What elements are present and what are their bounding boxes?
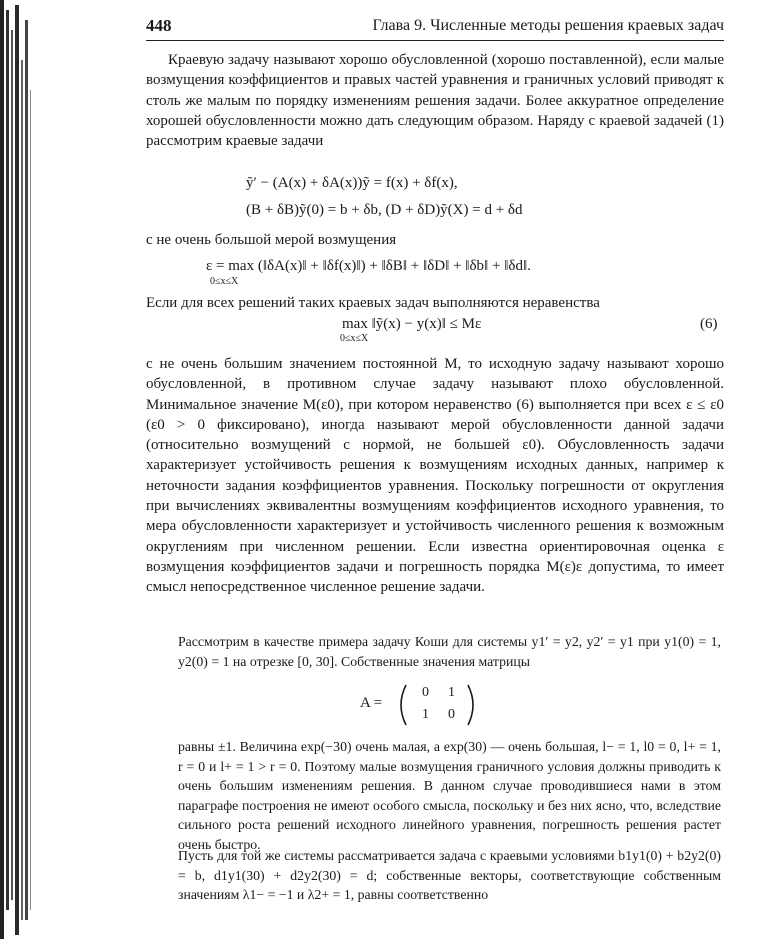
paragraph-perturbation-measure: с не очень большой мерой возмущения [146, 232, 397, 248]
equation-stability-limits: 0≤x≤X [340, 333, 369, 344]
scan-binding-edge [0, 0, 36, 939]
matrix-brackets [392, 683, 482, 727]
paragraph-definition: Краевую задачу называют хорошо обусловленной (хорошо поставленной), если малые возмущения коэффициентов и правых частей уравнения и граничных условий приводят к столь же малым по порядку изменениям решения задачи. Более аккуратное определение хорошей обусловленности можно дать следующим образом. Наряду с краевой задачей (1) рассмотрим краевые задачи [146, 52, 724, 150]
paragraph-example-boundary: Пусть для той же системы рассматривается задача с краевыми условиями b1y1(0) + b2y2(0) = b, d1y1(30) + d2y2(30) = d; собственные векторы, соответствующие собственным значениям λ1− = −1 и λ2+ = 1, равны соответственно [178, 848, 721, 903]
equation-epsilon: ε = max (‖δA(x)‖ + ‖δf(x)‖) + ‖δB‖ + ‖δD‖ + ‖δb‖ + ‖δd‖. [206, 258, 531, 274]
matrix-cell: 0 [422, 685, 429, 700]
page-header [146, 14, 724, 38]
matrix-lhs: A = [360, 695, 383, 711]
matrix-cell: 1 [448, 685, 455, 700]
matrix-a [360, 683, 482, 727]
running-title: Глава 9. Численные методы решения краевых задач [372, 17, 724, 34]
paragraph-example-discussion: равны ±1. Величина exp(−30) очень малая, а exp(30) — очень большая, l− = 1, l0 = 0, l+ = 1, r = 0 и l+ = 1 > r = 0. Поэтому малые возмущения граничного условия должны приводить к очень большим изменениям решения. В данном случае проводившиеся нами в этом параграфе построения не имеют особого смысла, поскольку и без них ясно, что, вследствие сильного роста решений исходного линейного уравнения, погрешность решения растет очень быстро. [178, 739, 721, 852]
paragraph-inequality-intro: Если для всех решений таких краевых задач выполняются неравенства [146, 295, 600, 311]
page-number: 448 [146, 16, 172, 35]
equation-epsilon-limits: 0≤x≤X [210, 276, 239, 287]
equation-stability-bound: max ‖ỹ(x) − y(x)‖ ≤ Mε [342, 316, 482, 332]
paragraph-example-cauchy: Рассмотрим в качестве примера задачу Коши для системы y1′ = y2, y2′ = y1 при y1(0) = 1, y2(0) = 1 на отрезке [0, 30]. Собственные значения матрицы [178, 634, 721, 669]
matrix-cell: 0 [448, 707, 455, 722]
equation-perturbed-bc: (B + δB)ỹ(0) = b + δb, (D + δD)ỹ(X) = d + δd [246, 202, 523, 218]
matrix-cell: 1 [422, 707, 429, 722]
equation-number: (6) [700, 316, 718, 332]
header-rule [146, 40, 724, 41]
equation-perturbed-ode: ỹ′ − (A(x) + δA(x))ỹ = f(x) + δf(x), [246, 175, 458, 191]
paragraph-conditioning: с не очень большим значением постоянной M, то исходную задачу называют хорошо обусловленной, в противном случае задачу называют плохо обусловленной. Минимальное значение M(ε0), при котором неравенство (6) выполняется при всех ε ≤ ε0 (ε0 > 0 фиксировано), иногда называют мерой обусловленности данной задачи (относительно возмущений с нормой, не большей ε0). Обусловленность задачи характеризует устойчивость решения к возмущениям исходных данных, например к неточности задания коэффициентов уравнения. Поскольку погрешности от округления при вычислениях эквивалентны возмущениям коэффициентов исходного уравнения, то мера обусловленности характеризует и устойчивость численного решения к возможным округлениям при численном решении. Если известна ориентировочная оценка ε возмущения коэффициентов задачи и погрешность порядка M(ε)ε допустима, то имеет смысл непосредственное численное решение задачи. [146, 356, 724, 596]
